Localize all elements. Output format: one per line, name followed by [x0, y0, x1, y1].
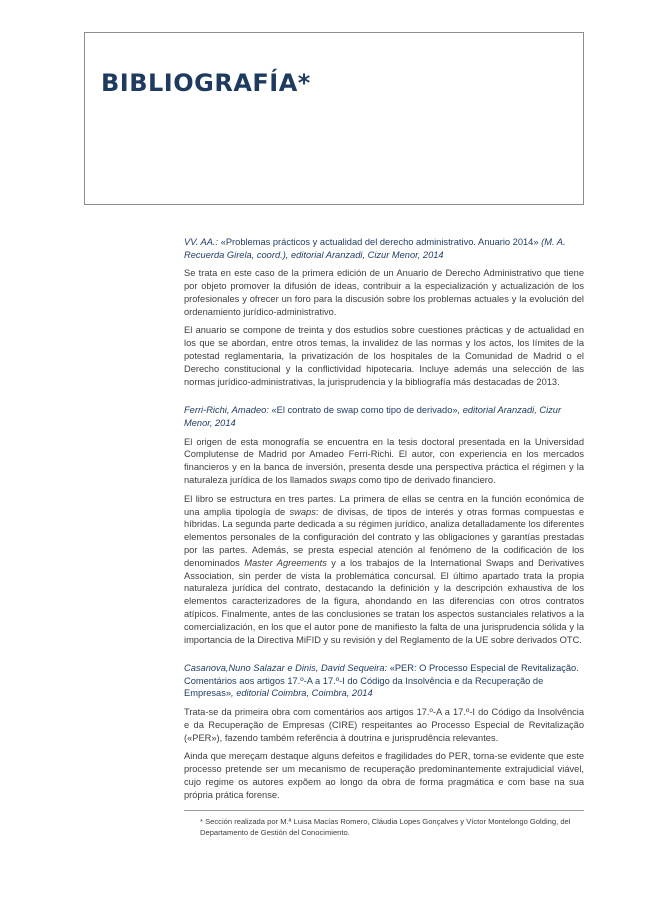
entry-paragraph: Trata-se da primeira obra com comentários aos artigos 17.º-A a 17.º-I do Código da Insolvência e da Recuperação de Empresas (CIRE) respeitantes ao Processo Especial de Revitalização («PER»), fazendo também referência à doutrina e jurisprudência relevantes. [184, 707, 584, 743]
entry-meta: (M. A. Recuerda Girela, coord.), editorial Aranzadi, Cizur Menor, 2014 [184, 237, 566, 260]
entry-author: VV. AA.: [184, 237, 221, 247]
entry-heading [184, 662, 584, 700]
entry-paragraph: Se trata en este caso de la primera edición de un Anuario de Derecho Administrativo que tiene por objeto promover la difusión de ideas, contribuir a la especialización y actualización de los profesionales y ofrecer un foro para la discusión sobre los problemas actuales y la evolución del ordenamiento jurídico-administrativo. [184, 268, 584, 317]
title-box [84, 32, 584, 205]
bibliography-entry [184, 404, 584, 646]
bibliography-entry [184, 662, 584, 801]
page-title: BIBLIOGRAFÍA* [101, 69, 311, 97]
footnote: * Sección realizada por M.ª Luisa Macías Romero, Cláudia Lopes Gonçalves y Víctor Montelongo Golding, del Departamento de Gestión del Conocimiento. [200, 817, 571, 837]
entry-title: «El contrato de swap como tipo de derivado» [271, 405, 458, 416]
entry-meta: , editorial Coimbra, Coimbra, 2014 [231, 688, 373, 699]
footnote-divider [184, 810, 584, 811]
entry-paragraph: El origen de esta monografía se encuentra en la tesis doctoral presentada en la Universidad Complutense de Madrid por Amadeo Ferri-Richi. El autor, con experiencia en los mercados financieros y en la banca de inversión, presenta desde una perspectiva práctica el régimen y la naturaleza jurídica de los llamados swaps como tipo de derivado financiero. [184, 436, 584, 485]
entry-author: Casanova,Nuno Salazar e Dinis, David Sequeira: [184, 663, 390, 674]
entry-heading [184, 236, 584, 261]
entry-author: Ferri-Richi, Amadeo: [184, 405, 272, 416]
entry-meta: , editorial Aranzadi, Cizur Menor, 2014 [184, 405, 562, 428]
entry-title: «Problemas prácticos y actualidad del derecho administrativo. Anuario 2014» [220, 237, 539, 247]
entry-paragraph: El anuario se compone de treinta y dos estudios sobre cuestiones prácticas y de actualidad en los que se abordan, entre otros temas, la invalidez de las normas y los actos, los límites de la potestad reglamentaria, la privatización de los hospitales de la Comunidad de Madrid o el Derecho constitucional y la conflictividad hipotecaria. Incluye además una selección de las normas jurídico-administrativas, la jurisprudencia y la bibliografía más destacadas de 2013. [184, 325, 584, 387]
bibliography-entry [184, 236, 584, 388]
bibliography-list [184, 236, 584, 818]
entry-heading [184, 404, 584, 429]
entry-paragraph: El libro se estructura en tres partes. La primera de ellas se centra en la función económica de una amplia tipología de swaps: de divisas, de tipos de interés y otras formas compuestas e híbridas. La segunda parte dedicada a su régimen jurídico, analiza detalladamente los diferentes elementos personales de la configuración del contrato y las obligaciones y garantías prestadas por las partes. Además, se presta especial atención al fenómeno de la codificación de los denominados Master Agreements y a los trabajos de la International Swaps and Derivatives Association, sin perder de vista la problemática concursal. El último apartado trata la propia naturaleza jurídica del contrato, destacando la definición y la descripción exhaustiva de los elementos caracterizadores de la figura, ahondando en las diferencias con otros contratos atípicos. Finalmente, antes de las conclusiones se tratan los aspectos sustanciales relativos a la comercialización, en los que el autor pone de manifiesto la falta de una jurisprudencia sólida y la importancia de la Directiva MiFID y su revisión y del Reglamento de la UE sobre derivados OTC. [184, 493, 584, 645]
entry-paragraph: Ainda que mereçam destaque alguns defeitos e fragilidades do PER, torna-se evidente que este processo pretende ser um mecanismo de recuperação predominantemente extrajudicial viável, cujo regime os autores expõem ao longo da obra de forma pragmática e com base na sua própria prática forense. [184, 751, 584, 800]
entry-title: «PER: O Processo Especial de Revitalização. Comentários aos artigos 17.º-A a 17.º-I do Código da Insolvência e da Recuperação de Empresas» [184, 663, 579, 699]
